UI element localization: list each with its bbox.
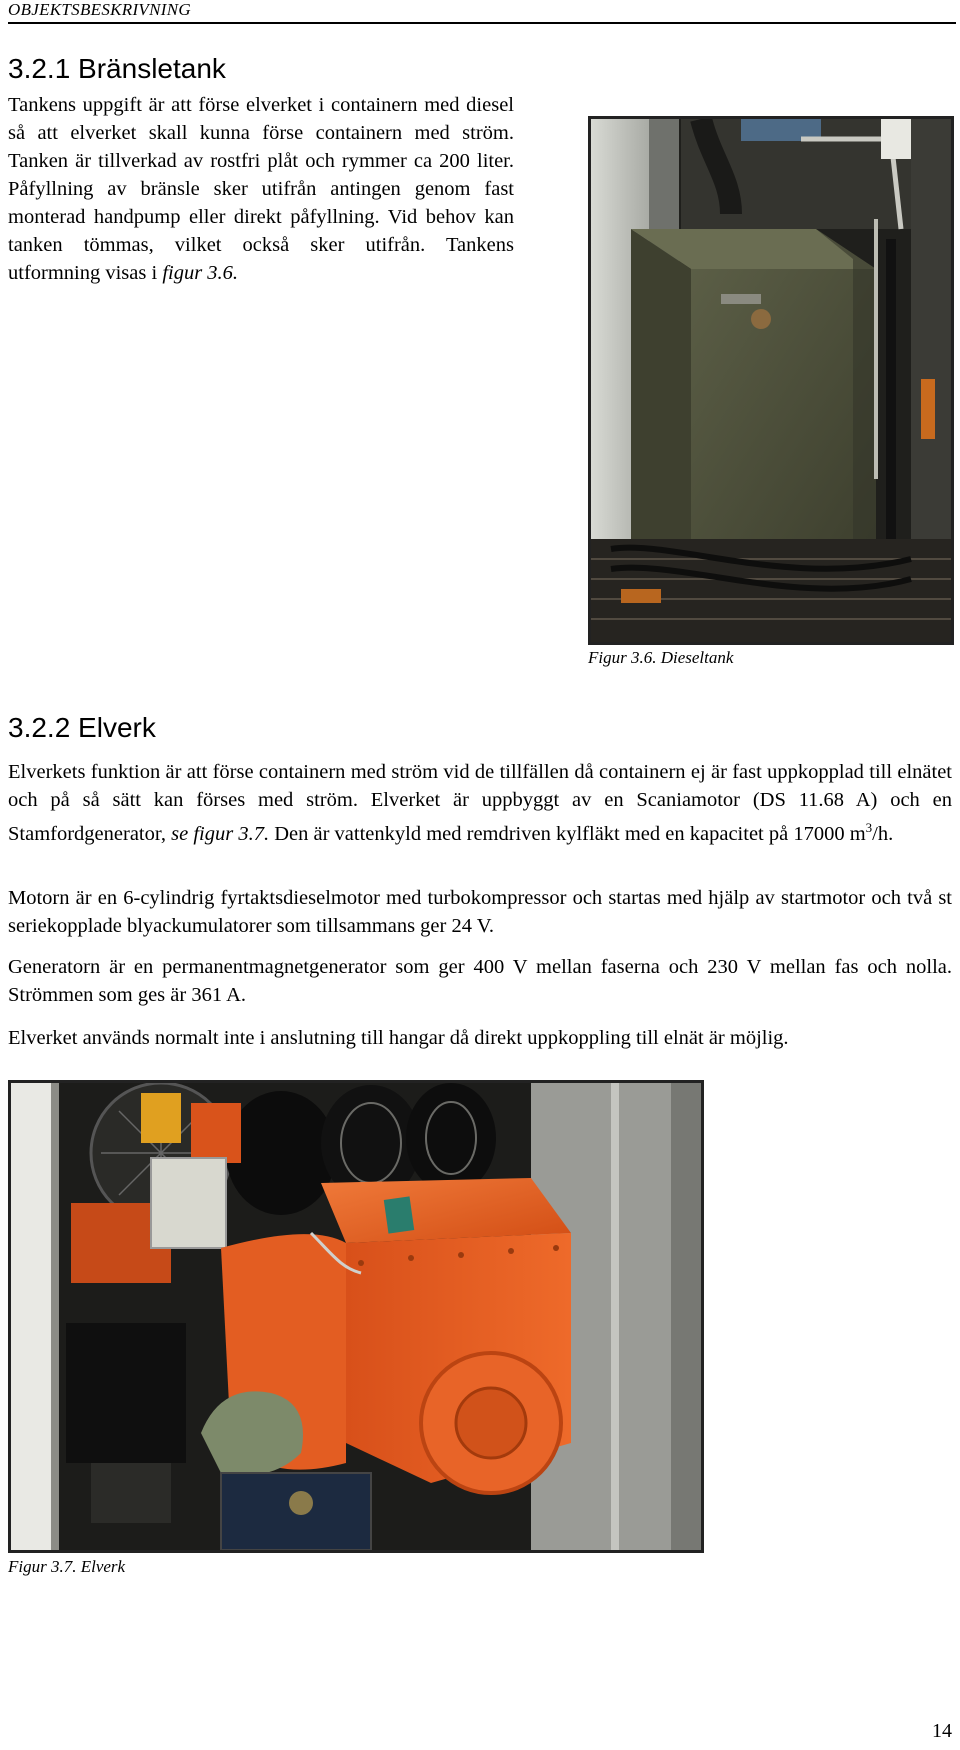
- elverk-paragraph-4: Elverket används normalt inte i anslutning till hangar då direkt uppkoppling till elnät är möjlig.: [8, 1027, 789, 1049]
- page-number: 14: [932, 1720, 952, 1742]
- section-paragraph-bransletank: [8, 91, 514, 287]
- section-heading-elverk: 3.2.2 Elverk: [8, 712, 156, 743]
- elverk-paragraph-2: Motorn är en 6-cylindrig fyrtaktsdieselmotor med turbokompressor och startas med hjälp av startmotor och två st seriekopplade blyackumulatorer som tillsammans ger 24 V.: [8, 887, 952, 937]
- dieseltank-photo: [588, 116, 954, 645]
- header-title: OBJEKTSBESKRIVNING: [8, 0, 191, 19]
- section-heading-bransletank: 3.2.1 Bränsletank: [8, 53, 226, 84]
- page-header: [8, 0, 956, 24]
- elverk-illustration: [11, 1083, 701, 1550]
- elverk-paragraph-3: Generatorn är en permanentmagnetgenerator som ger 400 V mellan faserna och 230 V mellan fas och nolla. Strömmen som ges är 361 A.: [8, 956, 952, 1006]
- figure-caption-elverk: Figur 3.7. Elverk: [8, 1557, 126, 1576]
- figure-reference: figur 3.6.: [162, 262, 239, 284]
- paragraph-text: Elverkets funktion är att förse containern med ström vid de tillfällen då containern ej är fast uppkopplad till elnätet och på så sätt kan förses med ström. Elverket är uppbyggt av en Scaniamotor (DS 11.68 A) och en Stamfordgenerator,: [8, 761, 952, 845]
- figure-reference: se figur 3.7.: [171, 822, 270, 845]
- dieseltank-illustration: [591, 119, 951, 642]
- superscript: 3: [865, 820, 873, 835]
- elverk-paragraph-1: [8, 758, 952, 848]
- paragraph-text: Tankens uppgift är att förse elverket i containern med diesel så att elverket skall kunna förse containern med ström. Tanken är tillverkad av rostfri plåt och rymmer ca 200 liter. Påfyllning av bränsle sker utifrån antingen genom fast monterad handpump eller direkt påfyllning. Vid behov kan tanken tömmas, vilket också sker utifrån. Tankens utformning visas i: [8, 94, 514, 284]
- figure-caption-dieseltank: Figur 3.6. Dieseltank: [588, 648, 734, 667]
- elverk-photo: [8, 1080, 704, 1553]
- paragraph-text: /h.: [872, 822, 894, 845]
- paragraph-text: Den är vattenkyld med remdriven kylfläkt med en kapacitet på 17000 m: [269, 822, 866, 845]
